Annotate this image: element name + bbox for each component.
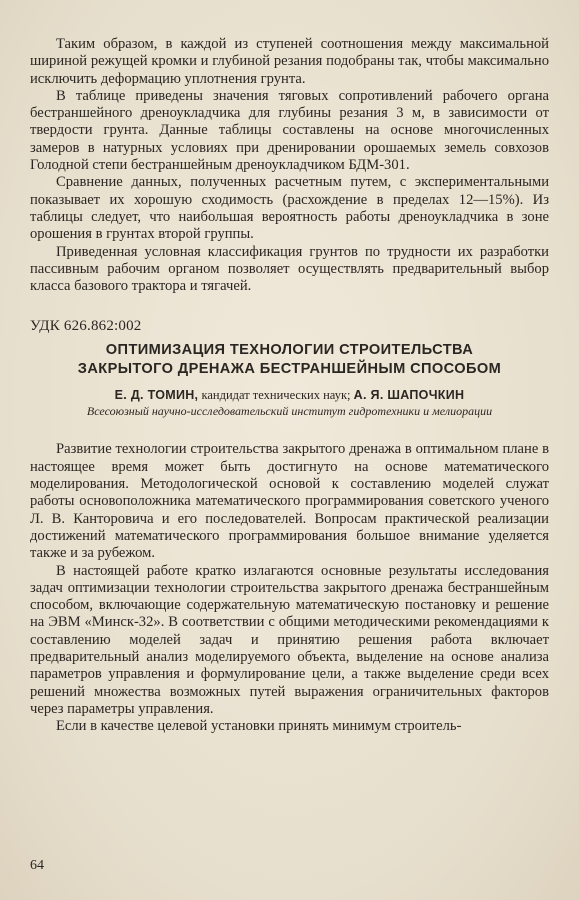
article-title-line-2: ЗАКРЫТОГО ДРЕНАЖА БЕСТРАНШЕЙНЫМ СПОСОБОМ [77, 361, 502, 378]
article-authors [30, 387, 549, 403]
udk-code: УДК 626.862:002 [30, 318, 142, 335]
intro-paragraph-3: Сравнение данных, полученных расчетным путем, с экспериментальными показывает их хорошую сходимость (расхождение в пределах 12—15%). Из таблицы следует, что наибольшая вероятность работы дреноукладчика в зоне орошения в грунтах второй группы. [30, 174, 549, 243]
author-affiliation: Всесоюзный научно-исследовательский институт гидротехники и мелиорации [86, 404, 493, 419]
article-paragraph-1: Развитие технологии строительства закрытого дренажа в оптимальном плане в настоящее время может быть достигнуто на основе математического моделирования. Методологической основой к составлению моделей служат работы основоположника математического программирования советского ученого Л. В. Канторовича и его последователей. Вопросам практической реализации достижений математического программирования большое внимание уделяется также и за рубежом. [30, 441, 549, 562]
author-2-name: А. Я. ШАПОЧКИН [353, 388, 465, 403]
intro-paragraph-2: В таблице приведены значения тяговых сопротивлений рабочего органа бестраншейного дреноукладчика для глубины резания 3 м, в зависимости от твердости грунта. Данные таблицы составлены на основе многочисленных замеров в натурных условиях при дренировании орошаемых земель совхозов Голодной степи бестраншейным дреноукладчиком БДМ-301. [30, 87, 549, 174]
article-title [30, 341, 549, 379]
intro-paragraph-1: Таким образом, в каждой из ступеней соотношения между максимальной шириной режущей кромки и глубиной резания подобраны так, чтобы максимально исключить деформацию уплотнения грунта. [30, 36, 549, 87]
author-1-degree: кандидат технических наук; [198, 388, 354, 403]
article-paragraph-3: Если в качестве целевой установки принять минимум строитель- [56, 718, 462, 735]
article-title-line-1: ОПТИМИЗАЦИЯ ТЕХНОЛОГИИ СТРОИТЕЛЬСТВА [105, 342, 474, 359]
article-paragraph-2: В настоящей работе кратко излагаются основные результаты исследования задач оптимизации технологии строительства закрытого дренажа бестраншейным способом, включающие содержательную математическую постановку и решение на ЭВМ «Минск-32». В соответствии с общими методическими рекомендациями к составлению моделей задач и принятию решения работа включает предварительный анализ моделируемого объекта, выделение на основе анализа параметров управления и формулирование цели, а также выделение среди всех решений множества возможных путей выражения ограничительных факторов через параметры управления. [30, 562, 549, 717]
author-1-name: Е. Д. ТОМИН, [114, 388, 199, 403]
intro-paragraph-4: Приведенная условная классификация грунтов по трудности их разработки пассивным рабочим органом позволяет осуществлять предварительный выбор класса базового трактора и тягачей. [30, 243, 549, 295]
page-number: 64 [30, 858, 44, 873]
section-gap [30, 419, 549, 441]
